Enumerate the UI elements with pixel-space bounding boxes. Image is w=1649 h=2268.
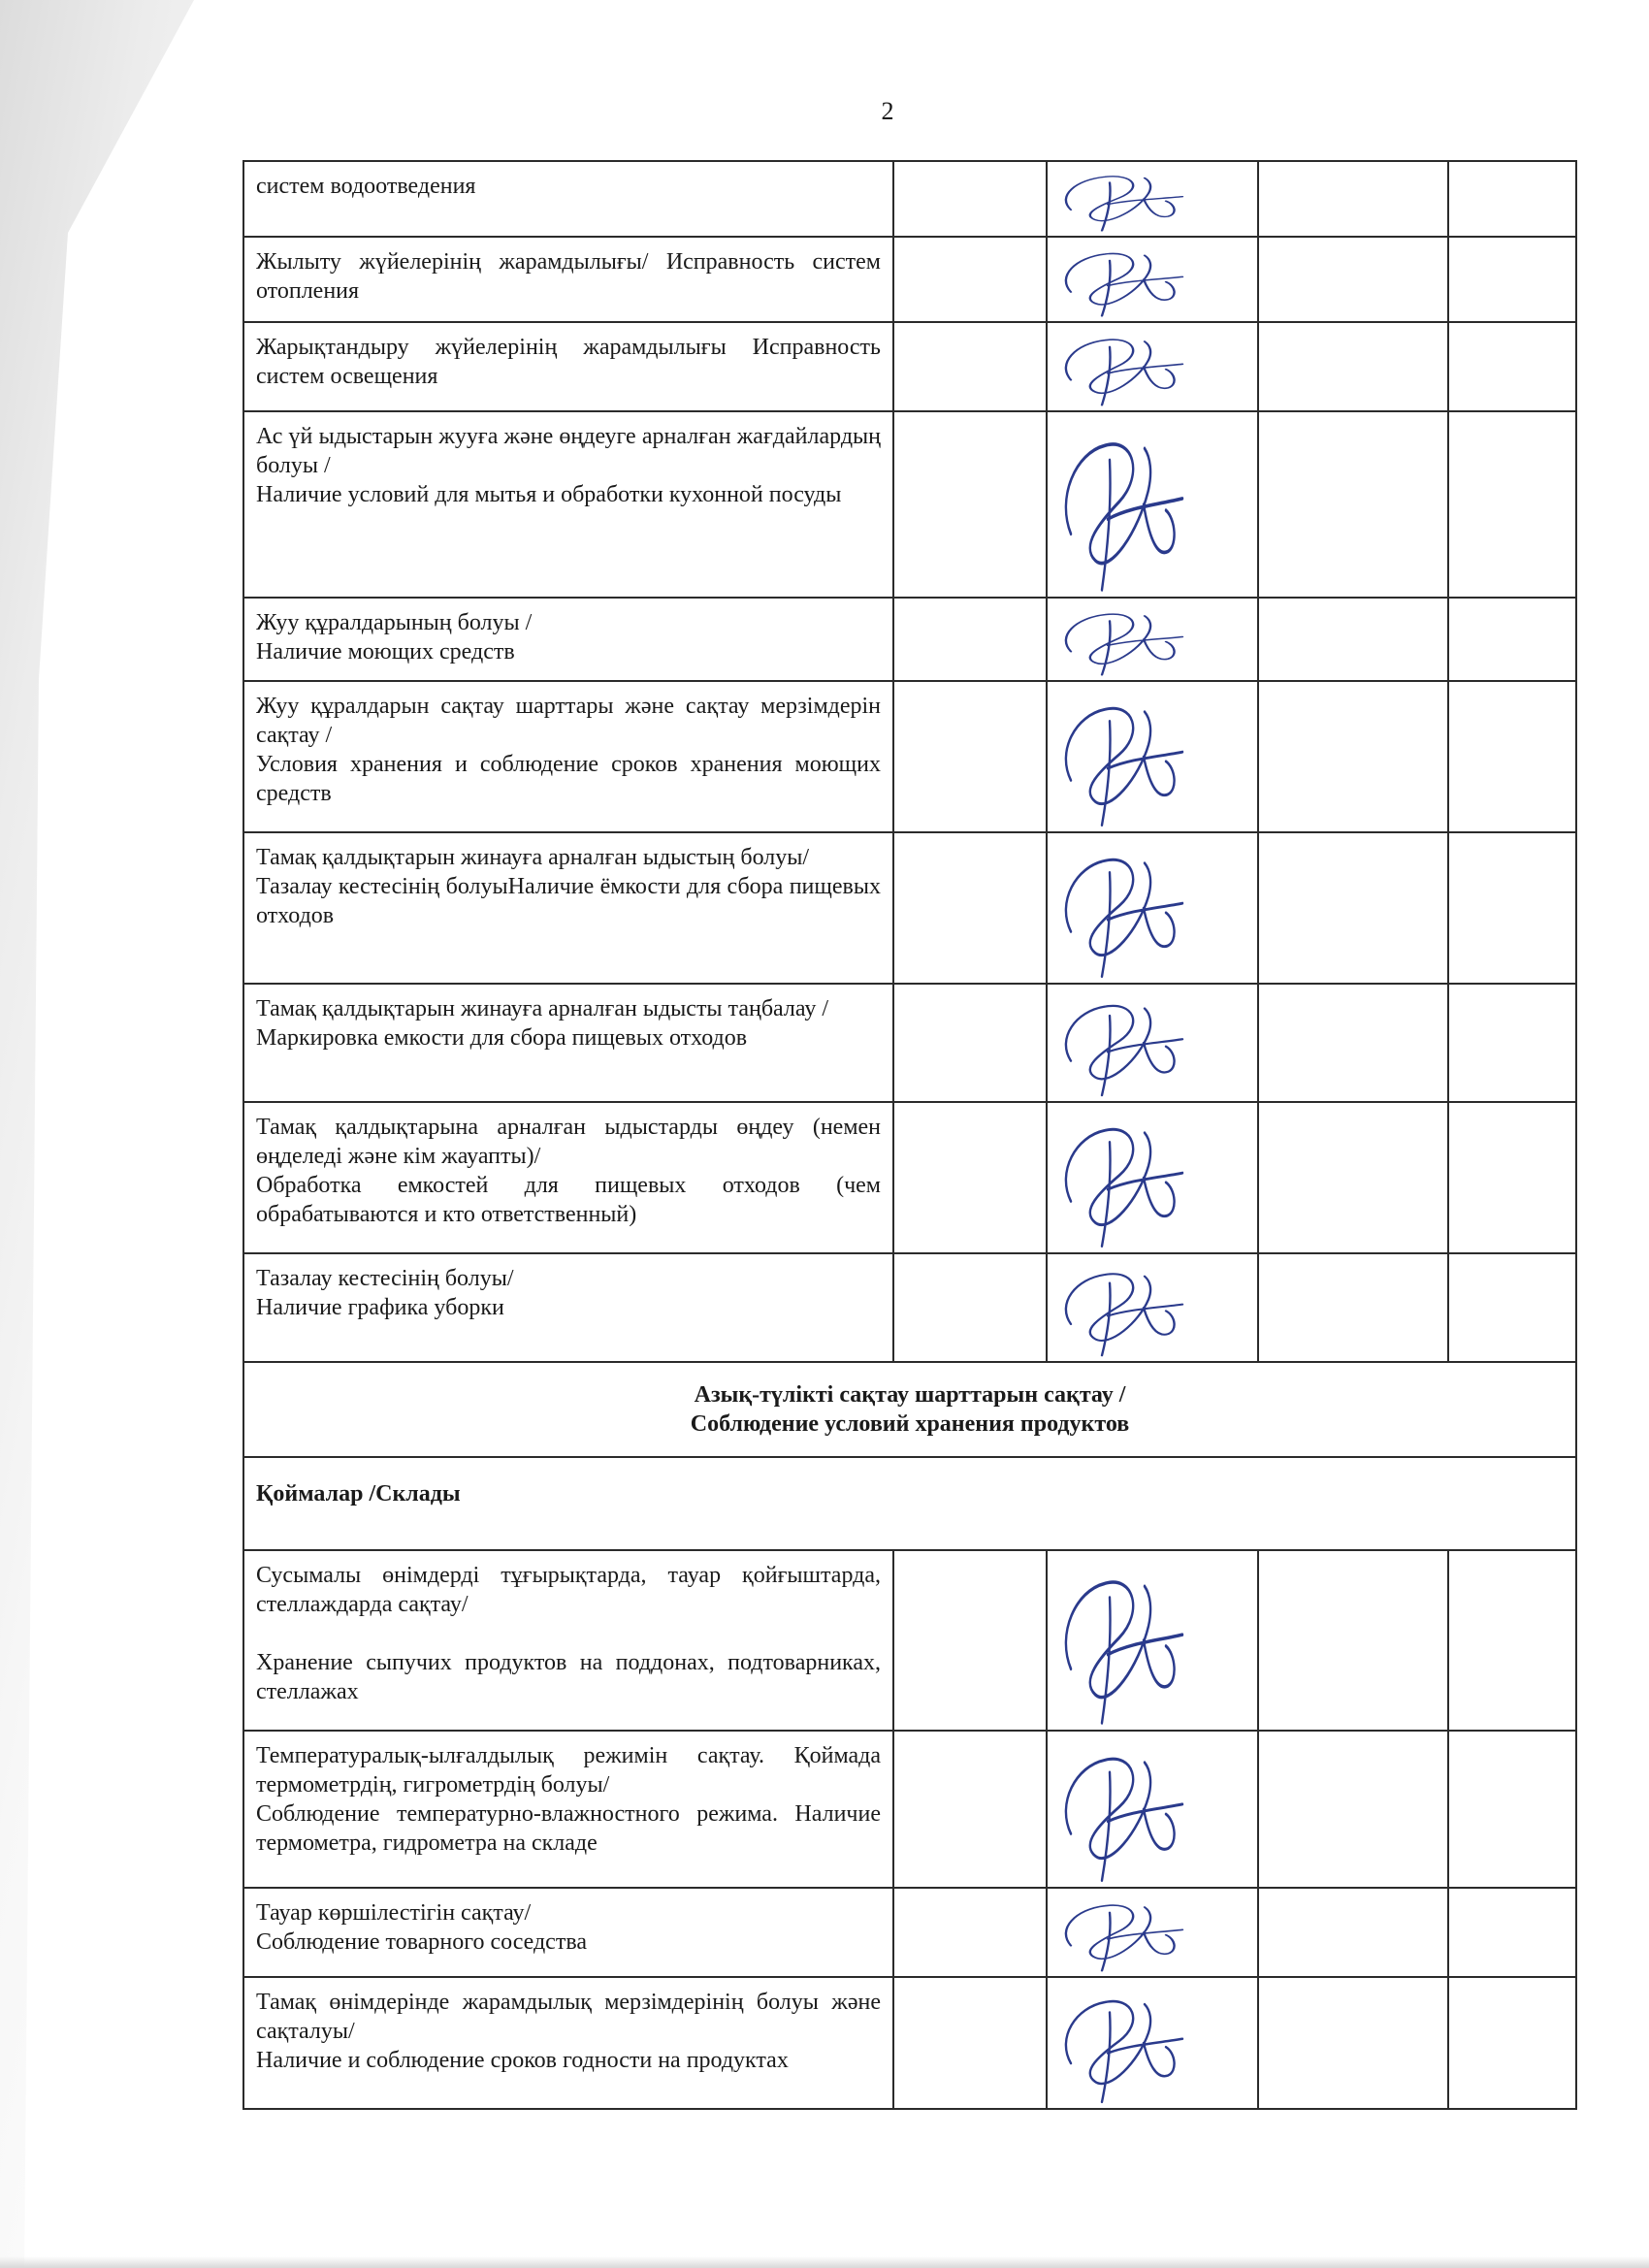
subsection-title: Қоймалар /Склады (243, 1457, 1576, 1550)
checklist-row (243, 681, 1576, 832)
blank-cell (1258, 1888, 1448, 1977)
requirement-text (243, 681, 893, 832)
checklist-rows-lower (243, 1550, 1576, 2109)
blank-cell (1448, 1550, 1576, 1731)
requirement-line: Наличие условий для мытья и обработки кухонной посуды (256, 482, 842, 507)
blank-cell (1448, 984, 1576, 1102)
blank-cell (1258, 832, 1448, 984)
blank-cell (1258, 322, 1448, 411)
signature-mark (1051, 1107, 1197, 1248)
checklist-row (243, 598, 1576, 681)
signature-cell (1047, 832, 1258, 984)
blank-cell (1448, 1253, 1576, 1362)
requirement-line: Тамақ өнімдерінде жарамдылық мерзімдерінің болуы және сақталуы/ (256, 1990, 881, 2044)
blank-cell (1258, 1550, 1448, 1731)
blank-cell (1258, 1102, 1448, 1253)
requirement-line: Тамақ қалдықтарын жинауға арналған ыдысты таңбалау / (256, 996, 828, 1021)
checklist-row (243, 322, 1576, 411)
signature-mark (1051, 166, 1197, 232)
signature-cell (1047, 1550, 1258, 1731)
blank-cell (893, 681, 1047, 832)
checklist-row (243, 1731, 1576, 1888)
blank-cell (1258, 681, 1448, 832)
section-header (243, 1362, 1576, 1457)
signature-cell (1047, 237, 1258, 322)
blank-cell (1448, 1888, 1576, 1977)
requirement-line: Тамақ қалдықтарын жинауға арналған ыдыстың болуы/ (256, 845, 810, 870)
signature-cell (1047, 1253, 1258, 1362)
requirement-text (243, 984, 893, 1102)
checklist-table (242, 160, 1577, 2110)
requirement-line: Хранение сыпучих продуктов на поддонах, подтоварниках, стеллажах (256, 1650, 881, 1704)
requirement-line: Температуралық-ылғалдылық режимін сақтау. Қоймада термометрдің, гигрометрдің болуы/ (256, 1743, 881, 1798)
signature-cell (1047, 1731, 1258, 1888)
blank-cell (893, 1731, 1047, 1888)
signature-cell (1047, 322, 1258, 411)
blank-cell (893, 598, 1047, 681)
blank-cell (893, 832, 1047, 984)
signature-mark (1051, 988, 1197, 1097)
signature-cell (1047, 984, 1258, 1102)
requirement-line: Тазалау кестесінің болуы/ (256, 1266, 514, 1291)
checklist-rows-upper (243, 161, 1576, 1362)
blank-cell (893, 322, 1047, 411)
signature-mark (1051, 1735, 1197, 1883)
requirement-text (243, 161, 893, 237)
blank-cell (893, 984, 1047, 1102)
signature-cell (1047, 1977, 1258, 2109)
signature-mark (1051, 1893, 1197, 1972)
section-title-kz: Азық-түлікті сақтау шарттарын сақтау / (694, 1382, 1126, 1408)
blank-cell (1448, 598, 1576, 681)
checklist-row (243, 411, 1576, 598)
requirement-line (256, 1619, 881, 1648)
requirement-text (243, 237, 893, 322)
checklist-row (243, 1977, 1576, 2109)
blank-cell (1258, 411, 1448, 598)
checklist-row (243, 1102, 1576, 1253)
requirement-line: Жуу құралдарының болуы / (256, 610, 533, 635)
blank-cell (1448, 161, 1576, 237)
blank-cell (1448, 1731, 1576, 1888)
blank-cell (1258, 237, 1448, 322)
blank-cell (893, 411, 1047, 598)
blank-cell (1258, 1253, 1448, 1362)
requirement-line: Соблюдение температурно-влажностного режима. Наличие термометра, гидрометра на складе (256, 1801, 881, 1856)
section-block (243, 1362, 1576, 1550)
requirement-line: Обработка емкостей для пищевых отходов (чем обрабатываются и кто ответственный) (256, 1173, 881, 1227)
requirement-text (243, 1102, 893, 1253)
requirement-line: Соблюдение товарного соседства (256, 1929, 587, 1955)
blank-cell (1258, 1977, 1448, 2109)
scan-shadow-edge (0, 0, 194, 2268)
signature-mark (1051, 1258, 1197, 1357)
signature-mark (1051, 837, 1197, 979)
requirement-line: систем водоотведения (256, 174, 476, 199)
blank-cell (1258, 161, 1448, 237)
blank-cell (893, 161, 1047, 237)
blank-cell (1448, 411, 1576, 598)
signature-mark (1051, 602, 1197, 676)
checklist-row (243, 984, 1576, 1102)
requirement-text (243, 411, 893, 598)
requirement-text (243, 1253, 893, 1362)
checklist-row (243, 1888, 1576, 1977)
requirement-text (243, 832, 893, 984)
signature-cell (1047, 1102, 1258, 1253)
requirement-text (243, 1977, 893, 2109)
signature-cell (1047, 598, 1258, 681)
blank-cell (1258, 984, 1448, 1102)
section-header-row (243, 1362, 1576, 1457)
signature-cell (1047, 411, 1258, 598)
requirement-line: Тазалау кестесінің болуыНаличие ёмкости для сбора пищевых отходов (256, 874, 881, 928)
blank-cell (893, 1550, 1047, 1731)
blank-cell (1448, 832, 1576, 984)
blank-cell (893, 1102, 1047, 1253)
requirement-line: Наличие и соблюдение сроков годности на продуктах (256, 2048, 789, 2073)
requirement-line: Сусымалы өнімдерді тұғырықтарда, тауар қойғыштарда, стеллаждарда сақтау/ (256, 1563, 881, 1617)
blank-cell (1448, 237, 1576, 322)
requirement-text (243, 1550, 893, 1731)
requirement-line: Тауар көршілестігін сақтау/ (256, 1900, 532, 1926)
signature-mark (1051, 416, 1197, 593)
blank-cell (893, 1253, 1047, 1362)
signature-mark (1051, 327, 1197, 406)
blank-cell (893, 1977, 1047, 2109)
blank-cell (1448, 1977, 1576, 2109)
blank-cell (893, 237, 1047, 322)
requirement-text (243, 322, 893, 411)
checklist-row (243, 237, 1576, 322)
page-number: 2 (881, 97, 894, 125)
requirement-line: Тамақ қалдықтарына арналған ыдыстарды өңдеу (немен өңделеді және кім жауапты)/ (256, 1115, 881, 1169)
signature-mark (1051, 686, 1197, 827)
checklist-row (243, 1253, 1576, 1362)
signature-cell (1047, 681, 1258, 832)
requirement-line: Жарықтандыру жүйелерінің жарамдылығы Исправность систем освещения (256, 335, 881, 389)
requirement-text (243, 1888, 893, 1977)
requirement-text (243, 1731, 893, 1888)
requirement-line: Наличие графика уборки (256, 1295, 504, 1320)
checklist-sheet (242, 160, 1575, 2110)
blank-cell (1448, 681, 1576, 832)
requirement-line: Условия хранения и соблюдение сроков хранения моющих средств (256, 752, 881, 806)
requirement-line: Ас үй ыдыстарын жууға және өңдеуге арналған жағдайлардың болуы / (256, 424, 881, 478)
section-title-ru: Соблюдение условий хранения продуктов (690, 1411, 1130, 1437)
signature-cell (1047, 161, 1258, 237)
signature-cell (1047, 1888, 1258, 1977)
blank-cell (1448, 1102, 1576, 1253)
blank-cell (1258, 598, 1448, 681)
checklist-row (243, 161, 1576, 237)
subsection-row (243, 1457, 1576, 1550)
requirement-text (243, 598, 893, 681)
blank-cell (893, 1888, 1047, 1977)
blank-cell (1448, 322, 1576, 411)
signature-mark (1051, 242, 1197, 317)
requirement-line: Жылыту жүйелерінің жарамдылығы/ Исправность систем отопления (256, 249, 881, 304)
blank-cell (1258, 1731, 1448, 1888)
requirement-line: Наличие моющих средств (256, 639, 515, 664)
requirement-line: Жуу құралдарын сақтау шарттары және сақтау мерзімдерін сақтау / (256, 694, 881, 748)
signature-mark (1051, 1982, 1197, 2104)
checklist-row (243, 1550, 1576, 1731)
scan-shadow-bottom (0, 2256, 1649, 2268)
signature-mark (1051, 1555, 1197, 1726)
checklist-row (243, 832, 1576, 984)
requirement-line: Маркировка емкости для сбора пищевых отходов (256, 1025, 748, 1051)
